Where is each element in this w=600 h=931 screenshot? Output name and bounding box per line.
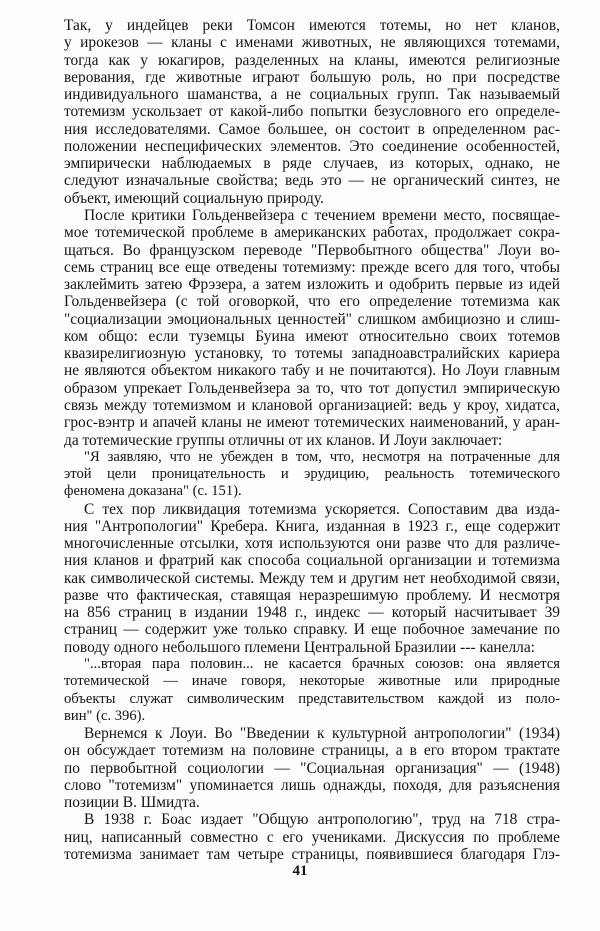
text-line: Вернемся к Лоуи. Во "Введении к культурной антропологии" (1934) — [84, 725, 560, 742]
text-line: щаться. Во французском переводе "Первобытного общества" Лоуи во- — [64, 242, 560, 259]
text-line: "социализации эмоциональных ценностей" слишком амбициозно и слиш- — [64, 311, 560, 328]
text-line: тотемизма занимает там четыре страницы, появившиеся благодаря Глэ- — [64, 846, 560, 863]
text-line: грос-вэнтр и апачей кланы не имеют тотемических наименований, у аран- — [64, 414, 560, 431]
text-line: как символической системы. Между тем и другим нет необходимой связи, — [64, 570, 560, 587]
text-line: позиции В. Шмидта. — [64, 794, 200, 811]
text-line: "Я заявляю, что не убежден в том, что, несмотря на потраченные для — [84, 449, 560, 465]
text-line: ниц, написанный совместно с его учениками. Дискуссия по проблеме — [64, 829, 560, 846]
text-line: эмпирически наблюдаемых в ряде случаев, из которых, однако, не — [64, 155, 560, 172]
text-line: ния кланов и фратрий как способа социальной организации и тотемизма — [64, 552, 560, 569]
text-line: мое тотемической проблеме в американских работах, продолжает сокра- — [64, 224, 560, 241]
text-line: заклеймить затею Фрэзера, а затем изложить и одобрить первые из идей — [64, 276, 560, 293]
text-line: у ирокезов — кланы с именами животных, не являющихся тотемами, — [64, 34, 560, 51]
text-line: объект, имеющий социальную природу. — [64, 190, 324, 207]
text-line: верования, где животные играют большую роль, но при посредстве — [64, 69, 560, 86]
text-line: разве что фактическая, ставящая неразрешимую проблему. И несмотря — [64, 587, 560, 604]
text-line: тогда как у юкагиров, разделенных на кланы, имеются религиозные — [64, 52, 560, 69]
text-line: После критики Гольденвейзера с течением времени место, посвящае- — [84, 207, 560, 224]
text-line: поводу одного небольшого племени Центральной Бразилии --- канелла: — [64, 639, 535, 656]
text-line: многочисленные отсылки, хотя используются они разве что для различе- — [64, 535, 560, 552]
text-line: тотемизм ускользает от какой-либо попытки безусловного его определе- — [64, 103, 560, 120]
text-line: "...вторая пара половин... не касается брачных союзов: она является — [84, 656, 560, 672]
text-line: он обсуждает тотемизм на половине страницы, а в его втором трактате — [64, 742, 560, 759]
text-line: положении неспецифических элементов. Это соединение особенностей, — [64, 138, 560, 155]
text-line: по первобытной социологии — "Социальная организация" — (1948) — [64, 760, 560, 777]
text-line: В 1938 г. Боас издает "Общую антропологию", труд на 718 стра- — [84, 811, 560, 828]
text-line: индивидуального шаманства, а не социальных групп. Так называемый — [64, 86, 560, 103]
text-line: слово "тотемизм" упоминается лишь однажды, походя, для разъяснения — [64, 777, 560, 794]
text-line: вин" (с. 396). — [64, 708, 146, 724]
text-line: Гольденвейзера (с той оговоркой, что его определение тотемизма как — [64, 293, 560, 310]
text-line: С тех пор ликвидация тотемизма ускоряется. Сопоставим два изда- — [84, 501, 560, 518]
text-line: этой цели проницательность и эрудицию, реальность тотемического — [64, 466, 560, 482]
text-line: тотемической — иначе говоря, некоторые животные или природные — [64, 673, 560, 689]
text-line: следуют изначальные свойства; ведь это — не органический синтез, не — [64, 172, 560, 189]
page-number: 41 — [292, 863, 308, 879]
text-line: связь между тотемизмом и клановой организацией: ведь у кроу, хидатса, — [64, 397, 560, 414]
text-line: ния "Антропологии" Кребера. Книга, изданная в 1923 г., еще содержит — [64, 518, 560, 535]
text-line: да тотемические группы отличны от их кланов. И Лоуи заключает: — [64, 432, 503, 449]
text-line: квазирелигиозную установку, то тотемы западноавстралийских кариера — [64, 345, 560, 362]
text-line: ния исследователями. Самое большее, он состоит в определенном рас- — [64, 121, 560, 138]
text-line: образом упрекает Гольденвейзера за то, что тот допустил эмпирическую — [64, 380, 560, 397]
text-line: на 856 страниц в издании 1948 г., индекс — который насчитывает 39 — [64, 604, 560, 621]
text-line: страниц — содержит уже только справку. И еще побочное замечание по — [64, 621, 560, 638]
text-line: ком общо: если туземцы Буина имеют относительно своих тотемов — [64, 328, 560, 345]
text-line: не являются объектом никакого табу и не почитаются). Но Лоуи главным — [64, 362, 560, 379]
text-line: семь страниц все еще отведены тотемизму: прежде всего для того, чтобы — [64, 259, 560, 276]
text-line: объекты служат символическим представительством каждой из поло- — [64, 691, 560, 707]
text-line: Так, у индейцев реки Томсон имеются тотемы, но нет кланов, — [64, 17, 560, 34]
text-line: феномена доказана" (с. 151). — [64, 483, 242, 499]
